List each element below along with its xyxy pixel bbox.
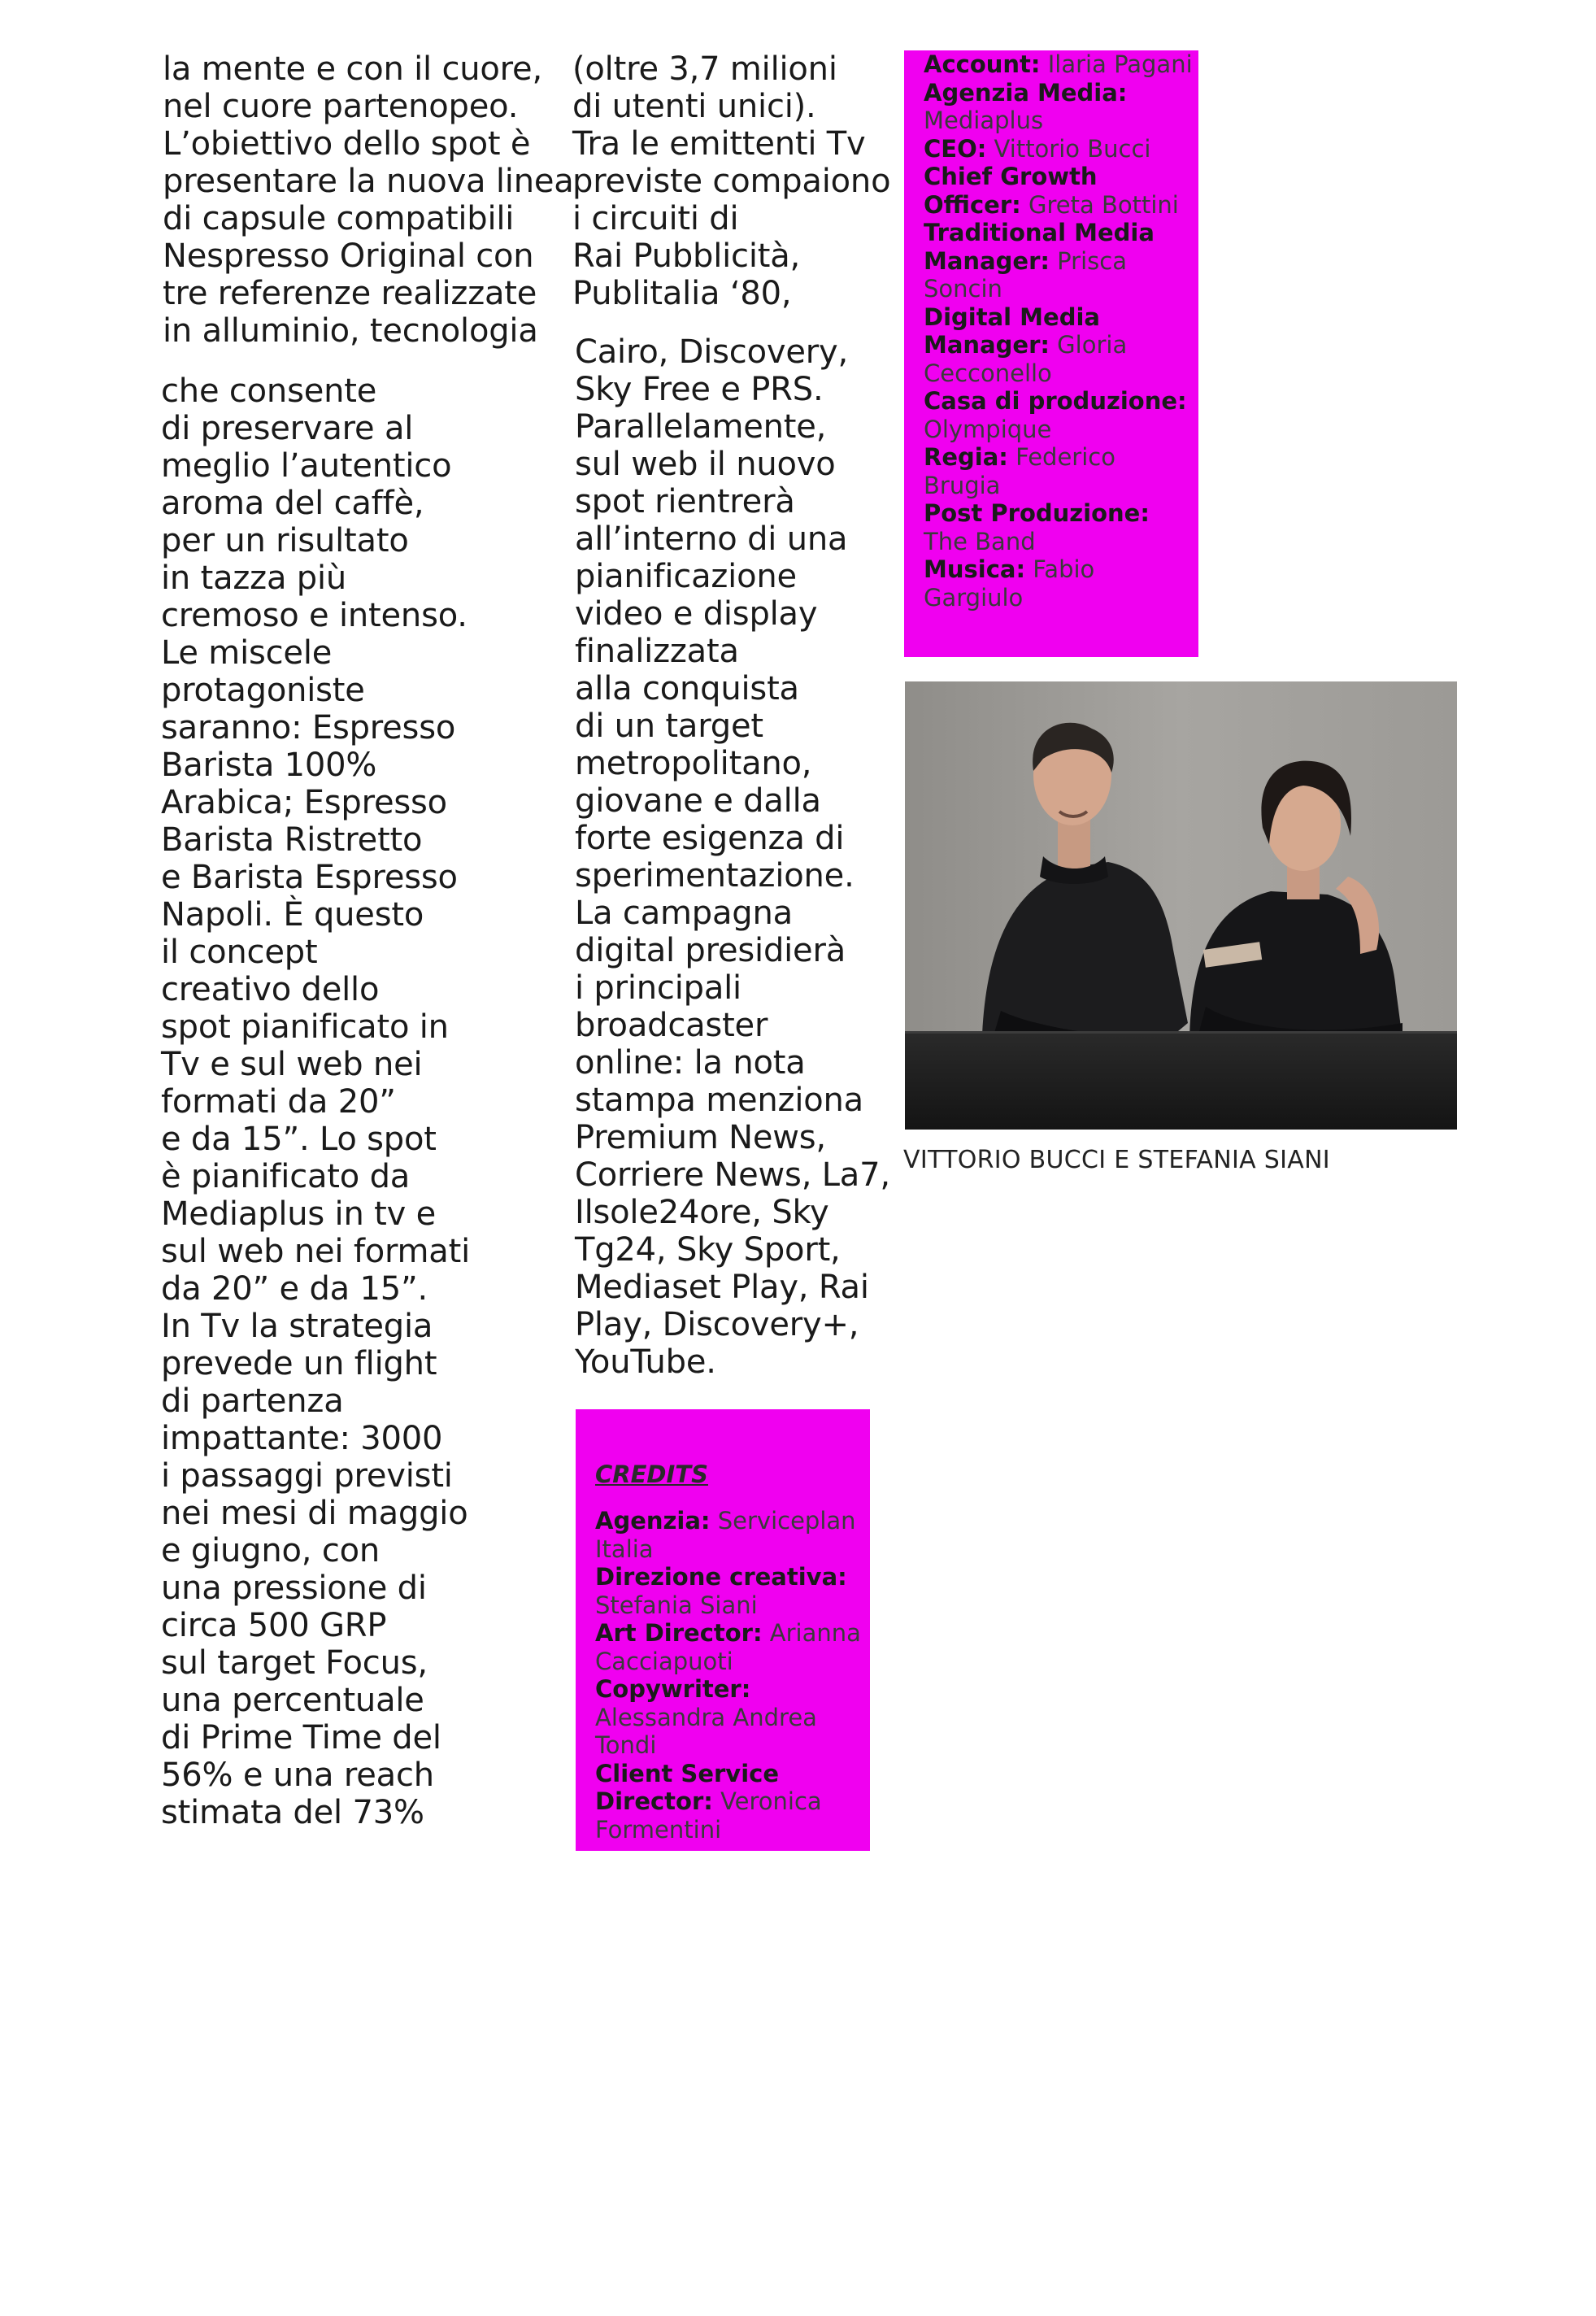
credit-role: Casa di produzione:: [924, 387, 1187, 415]
portrait-photo: [905, 681, 1457, 1130]
credit-line: [595, 1787, 861, 1816]
credits-list: [595, 1461, 861, 1844]
credit-line: [924, 359, 1193, 388]
photo-caption: VITTORIO BUCCI E STEFANIA SIANI: [903, 1146, 1330, 1174]
article-line: nel cuore partenopeo.: [163, 88, 519, 125]
article-line: stimata del 73%: [161, 1794, 424, 1831]
article-line: cremoso e intenso.: [161, 597, 467, 634]
article-line: Sky Free e PRS.: [575, 371, 824, 408]
article-line: Rai Pubblicità,: [572, 237, 801, 275]
article-line: forte esigenza di: [575, 820, 845, 857]
team-credits-box: [904, 50, 1198, 657]
credit-line: [924, 443, 1193, 472]
article-line: Ilsole24ore, Sky: [575, 1194, 829, 1231]
article-line: di Prime Time del: [161, 1719, 441, 1757]
article-line: i principali: [575, 969, 741, 1007]
article-line: Barista 100%: [161, 747, 377, 784]
credit-line: [924, 528, 1193, 556]
article-line: spot rientrerà: [575, 483, 795, 520]
article-line: formati da 20”: [161, 1083, 396, 1121]
article-line: (oltre 3,7 milioni: [572, 50, 837, 88]
article-line: e giugno, con: [161, 1532, 381, 1569]
article-line: Mediaplus in tv e: [161, 1195, 437, 1233]
credit-line: [595, 1507, 861, 1535]
article-line: presentare la nuova linea: [163, 163, 574, 200]
credit-name: Formentini: [595, 1815, 722, 1844]
article-line: una percentuale: [161, 1682, 424, 1719]
article-line: Tra le emittenti Tv: [572, 125, 866, 163]
credit-role: Officer:: [924, 190, 1021, 219]
credit-role: Agenzia Media:: [924, 78, 1128, 107]
credits-lines: [595, 1507, 861, 1844]
article-line: La campagna: [575, 895, 793, 932]
credit-name: Gargiulo: [924, 583, 1024, 612]
article-line: sul target Focus,: [161, 1644, 428, 1682]
article-line: video e display: [575, 595, 818, 633]
credit-line: [595, 1535, 861, 1564]
credit-role: Digital Media: [924, 303, 1100, 331]
article-line: i circuiti di: [572, 200, 739, 237]
credit-name: Olympique: [924, 415, 1052, 443]
credit-name: Mediaplus: [924, 107, 1044, 134]
credit-name: Brugia: [924, 471, 1001, 499]
credit-role: Client Service: [595, 1759, 779, 1787]
credit-role: Account:: [924, 50, 1041, 78]
credit-line: [924, 555, 1193, 584]
credit-name: The Band: [924, 527, 1036, 555]
article-line: creativo dello: [161, 971, 380, 1008]
article-line: Le miscele: [161, 634, 333, 672]
article-line: metropolitano,: [575, 745, 812, 782]
credit-role: Agenzia:: [595, 1507, 711, 1535]
credit-name: Serviceplan: [710, 1507, 856, 1535]
article-line: all’interno di una: [575, 520, 848, 558]
credit-line: [924, 163, 1193, 191]
article-line: digital presidierà: [575, 932, 846, 969]
credit-name: Cecconello: [924, 359, 1052, 387]
article-line: è pianificato da: [161, 1158, 411, 1195]
article-line: in tazza più: [161, 559, 347, 597]
credit-name: Gloria: [1049, 331, 1128, 359]
credit-line: [595, 1619, 861, 1648]
article-line: Parallelamente,: [575, 408, 827, 446]
article-line: YouTube.: [575, 1343, 716, 1381]
article-line: finalizzata: [575, 633, 739, 670]
credit-role: Traditional Media: [924, 219, 1155, 246]
article-line: di partenza: [161, 1382, 344, 1420]
credit-name: Cacciapuoti: [595, 1647, 733, 1675]
credit-name: Veronica: [712, 1787, 822, 1815]
article-line: tre referenze realizzate: [163, 275, 537, 312]
credit-line: [595, 1591, 861, 1620]
article-line: Cairo, Discovery,: [575, 333, 848, 371]
credit-role: Manager:: [924, 246, 1050, 275]
credit-line: [595, 1816, 861, 1844]
article-line: di capsule compatibili: [163, 200, 515, 237]
article-line: meglio l’autentico: [161, 447, 452, 485]
credit-line: [595, 1563, 861, 1591]
article-line: 56% e una reach: [161, 1757, 434, 1794]
article-line: Barista Ristretto: [161, 821, 423, 859]
credit-role: Direzione creativa:: [595, 1563, 847, 1591]
credit-name: Prisca: [1049, 246, 1127, 275]
article-line: online: la nota: [575, 1044, 806, 1082]
credit-name: Ilaria Pagani: [1040, 50, 1193, 78]
credit-line: [924, 331, 1193, 359]
article-line: alla conquista: [575, 670, 799, 707]
credit-line: [924, 275, 1193, 303]
credit-line: [924, 387, 1193, 416]
credit-role: Director:: [595, 1787, 713, 1815]
credit-name: Federico: [1007, 443, 1115, 471]
credit-name: Fabio: [1025, 555, 1095, 583]
article-line: da 20” e da 15”.: [161, 1270, 428, 1308]
article-line: pianificazione: [575, 558, 797, 595]
article-line: Corriere News, La7,: [575, 1156, 890, 1194]
article-line: di preservare al: [161, 410, 414, 447]
article-column-2-top: [572, 50, 890, 312]
article-line: prevede un flight: [161, 1345, 437, 1382]
credit-line: [595, 1704, 861, 1732]
article-line: saranno: Espresso: [161, 709, 456, 747]
article-line: in alluminio, tecnologia: [163, 312, 538, 350]
article-line: Arabica; Espresso: [161, 784, 447, 821]
article-line: previste compaiono: [572, 163, 891, 200]
article-line: In Tv la strategia: [161, 1308, 433, 1345]
credit-role: Post Produzione:: [924, 499, 1150, 527]
credit-name: Vittorio Bucci: [986, 134, 1151, 163]
article-line: Publitalia ‘80,: [572, 275, 792, 312]
article-line: giovane e dalla: [575, 782, 821, 820]
credit-line: [924, 416, 1193, 444]
article-line: impattante: 3000: [161, 1420, 443, 1457]
article-column-2-bottom: [575, 333, 890, 1381]
credit-line: [924, 219, 1193, 247]
article-line: di utenti unici).: [572, 88, 816, 125]
article-line: per un risultato: [161, 522, 409, 559]
article-column-1-bottom: [161, 372, 470, 1831]
credit-name: Soncin: [924, 275, 1002, 303]
credit-line: [924, 135, 1193, 163]
article-line: L’obiettivo dello spot è: [163, 125, 531, 163]
credit-role: CEO:: [924, 134, 987, 163]
credit-role: Musica:: [924, 555, 1026, 583]
credit-line: [595, 1648, 861, 1676]
article-line: i passaggi previsti: [161, 1457, 453, 1495]
credit-name: Greta Bottini: [1020, 190, 1179, 219]
article-line: sul web il nuovo: [575, 446, 836, 483]
article-line: e Barista Espresso: [161, 859, 458, 896]
article-line: la mente e con il cuore,: [163, 50, 542, 88]
credit-line: [924, 191, 1193, 220]
article-line: il concept: [161, 934, 318, 971]
credits-box: [576, 1409, 870, 1851]
article-line: broadcaster: [575, 1007, 768, 1044]
article-line: sperimentazione.: [575, 857, 855, 895]
article-line: di un target: [575, 707, 763, 745]
article-line: Napoli. È questo: [161, 896, 424, 934]
credit-line: [924, 50, 1193, 79]
credit-line: [924, 247, 1193, 276]
credit-role: Manager:: [924, 331, 1050, 359]
article-column-1-top: [163, 50, 574, 350]
credit-name: Italia: [595, 1535, 654, 1563]
credit-line: [924, 107, 1193, 135]
article-line: Tg24, Sky Sport,: [575, 1231, 841, 1269]
team-credits-list: [924, 50, 1193, 612]
credit-name: Tondi: [595, 1731, 657, 1759]
credit-line: [924, 584, 1193, 612]
credit-line: [924, 472, 1193, 500]
credit-role: Copywriter:: [595, 1675, 751, 1703]
credit-role: Chief Growth: [924, 163, 1098, 190]
credit-name: Stefania Siani: [595, 1591, 758, 1619]
article-line: nei mesi di maggio: [161, 1495, 468, 1532]
article-line: che consente: [161, 372, 377, 410]
article-line: sul web nei formati: [161, 1233, 471, 1270]
credit-role: Regia:: [924, 443, 1008, 471]
article-line: Nespresso Original con: [163, 237, 534, 275]
article-line: protagoniste: [161, 672, 365, 709]
article-line: Mediaset Play, Rai: [575, 1269, 869, 1306]
article-line: aroma del caffè,: [161, 485, 424, 522]
article-line: circa 500 GRP: [161, 1607, 387, 1644]
article-line: Tv e sul web nei: [161, 1046, 423, 1083]
credit-line: [924, 303, 1193, 332]
credit-line: [924, 79, 1193, 107]
credit-line: [595, 1731, 861, 1760]
credit-name: Arianna: [762, 1619, 861, 1647]
credits-title: CREDITS: [595, 1461, 708, 1488]
article-line: stampa menziona: [575, 1082, 863, 1119]
credit-line: [924, 499, 1193, 528]
article-line: una pressione di: [161, 1569, 427, 1607]
credit-line: [595, 1760, 861, 1788]
credit-role: Art Director:: [595, 1619, 763, 1647]
credit-line: [595, 1675, 861, 1704]
article-line: Play, Discovery+,: [575, 1306, 859, 1343]
article-line: e da 15”. Lo spot: [161, 1121, 437, 1158]
article-line: Premium News,: [575, 1119, 826, 1156]
credit-name: Alessandra Andrea: [595, 1703, 817, 1731]
article-line: spot pianificato in: [161, 1008, 449, 1046]
